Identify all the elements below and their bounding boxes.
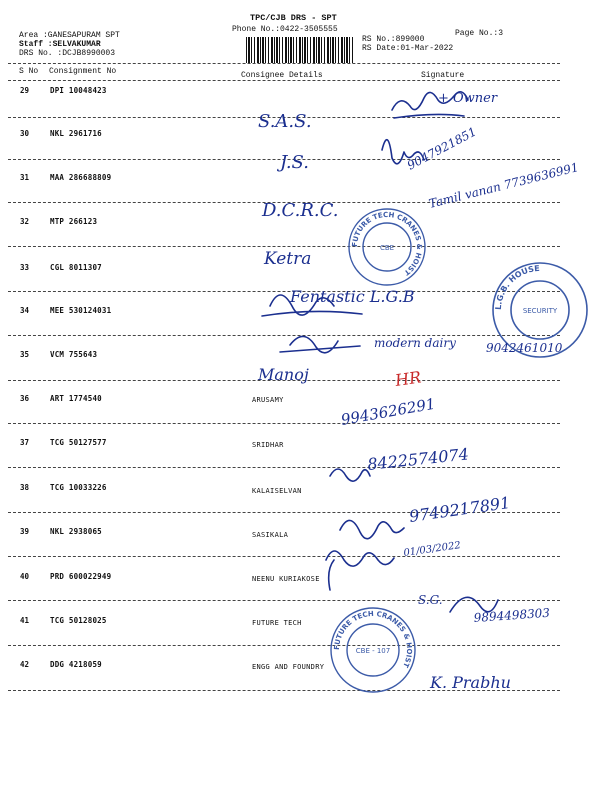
handwriting-r39-date: 01/03/2022 [402,540,462,559]
rs-date: RS Date:01-Mar-2022 [362,44,454,53]
row-sno: 33 [20,263,30,272]
row-sno: 41 [20,616,30,625]
row-sno: 37 [20,438,30,447]
row-consignment: VCM 755643 [50,350,98,359]
page-number: Page No.:3 [455,29,504,38]
row-consignment: MEE 530124031 [50,306,112,315]
handwriting-r42-sig: K. Prabhu [430,673,511,692]
signature-scribble-38 [340,520,404,538]
handwriting-r41-phone: 9894498303 [473,605,551,625]
signature-scribble-35 [280,336,360,352]
row-sno: 29 [20,86,30,95]
row-consignment: NKL 2961716 [50,129,102,138]
consignee-name: SASIKALA [252,531,289,539]
consignee-name: ARUSAMY [252,396,284,404]
stamp1-inner-text: CBE [379,244,395,252]
col-signature: Signature [421,71,465,80]
row-sno: 39 [20,527,30,536]
row-sno: 36 [20,394,30,403]
col-consignee: Consignee Details [241,71,323,80]
row-consignment: PRD 600022949 [50,572,112,581]
stamp3-outer-text: FUTURE TECH CRANES & HOIST [332,609,414,669]
staff-field: Staff :SELVAKUMAR [19,40,101,49]
handwriting-r31-phone: Tamil vanan 7739636991 [427,160,580,211]
handwriting-r36-tag: HR [393,367,423,390]
handwriting-r29: + Owner [438,91,498,106]
consignee-name: FUTURE TECH [252,619,302,627]
signature-scribble-39 [326,551,394,590]
drs-number: DRS No. :DCJB8990003 [19,49,116,58]
stamp1-outer-text: FUTURE TECH CRANES & HOIST [350,210,424,277]
row-consignment: NKL 2938065 [50,527,102,536]
stamp2-outer-text: L.G.B. HOUSE [493,263,541,311]
row-sno: 42 [20,660,30,669]
phone-number: Phone No.:0422-3505555 [232,25,338,34]
row-sno: 31 [20,173,30,182]
row-consignment: MAA 286688809 [50,173,112,182]
row-consignment: TCG 10033226 [50,483,107,492]
handwriting-r36-phone: 9943626291 [339,394,437,429]
company-seal-stamp-2 [331,608,415,692]
svg-text:L.G.B. HOUSE [494,264,540,310]
handwriting-r38-phone: 9749217891 [407,492,512,526]
handwriting-r30-phone: 9047921851 [404,124,479,173]
signature-scribble-37 [330,469,370,481]
row-sno: 38 [20,483,30,492]
handwriting-r41-sig: S.G. [418,593,443,607]
row-sno: 35 [20,350,30,359]
rs-number: RS No.:899000 [362,35,425,44]
row-sno: 30 [20,129,30,138]
handwriting-r34: Fentastic L.G.B [290,287,415,306]
handwriting-r31-name: J.S. [280,152,309,173]
handwriting-r35-note: modern dairy [374,336,456,350]
row-sno: 40 [20,572,30,581]
consignee-name: SRIDHAR [252,441,284,449]
handwriting-r37-phone: 8422574074 [366,444,470,474]
row-sno: 32 [20,217,30,226]
report-title: TPC/CJB DRS - SPT [250,13,337,23]
row-sno: 34 [20,306,30,315]
consignee-name: KALAISELVAN [252,487,302,495]
company-seal-stamp [349,209,425,285]
area-field: Area :GANESAPURAM SPT [19,31,120,40]
row-consignment: DPI 10048423 [50,86,107,95]
col-sno: S No [19,67,39,76]
handwriting-r32: D.C.R.C. [262,200,339,221]
row-consignment: DDG 4218059 [50,660,102,669]
row-consignment: TCG 50128025 [50,616,107,625]
handwriting-r34-phone: 9042461010 [486,341,563,355]
consignee-name: ENGG AND FOUNDRY [252,663,325,671]
handwriting-r35-sig: Manoj [258,365,309,384]
col-consignment: Consignment No [49,67,117,76]
stamp3-inner-text: CBE - 107 [355,647,391,655]
row-consignment: CGL 8011307 [50,263,102,272]
row-consignment: MTP 266123 [50,217,98,226]
stamp2-inner-text: SECURITY [522,307,558,315]
row-consignment: ART 1774540 [50,394,102,403]
handwriting-r30-name: S.A.S. [258,111,312,132]
row-consignment: TCG 50127577 [50,438,107,447]
handwriting-r33: Ketra [264,249,312,269]
consignee-name: NEENU KURIAKOSE [252,575,320,583]
